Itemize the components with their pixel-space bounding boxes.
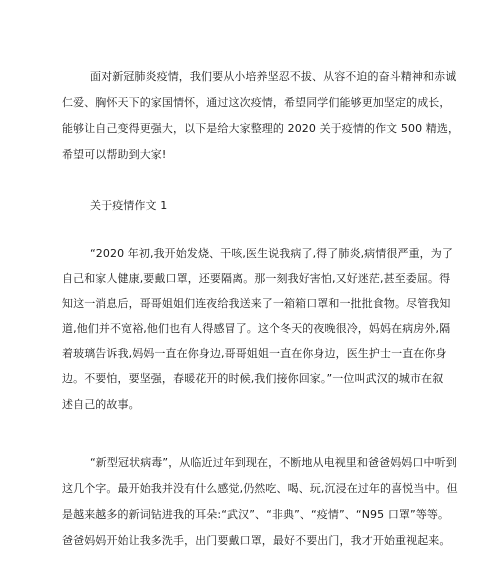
paragraph-1-line-1: “2020 年初,我开始发烧、干咳,医生说我病了,得了肺炎,病情很严重，为了 bbox=[90, 247, 453, 260]
paragraph-1-line-6: 边。不要怕，要坚强，春暖花开的时候,我们接你回家。”一位叫武汉的城市在叙 bbox=[62, 372, 444, 385]
intro-line-3: 能够让自己变得更强大，以下是给大家整理的 2020 关于疫情的作文 500 精选， bbox=[62, 122, 460, 135]
intro-line-1: 面对新冠肺炎疫情，我们要从小培养坚忍不拔、从容不迫的奋斗精神和赤诚 bbox=[90, 70, 457, 83]
paragraph-2-line-2: 这几个字。最开始我并没有什么感觉,仍然吃、喝、玩,沉浸在过年的喜悦当中。但 bbox=[62, 482, 458, 495]
paragraph-2-line-4: 爸爸妈妈开始让我多洗手，出门要戴口罩，最好不要出门，我才开始重视起来。 bbox=[62, 534, 451, 547]
essay-title: 关于疫情作文 1 bbox=[90, 199, 168, 212]
paragraph-1-line-4: 道,他们并不宽裕,他们也有人得感冒了。这个冬天的夜晚很冷，妈妈在病房外,隔 bbox=[62, 322, 451, 335]
intro-line-4: 希望可以帮助到大家! bbox=[62, 148, 167, 161]
paragraph-1-line-7: 述自己的故事。 bbox=[62, 398, 140, 411]
paragraph-1-line-2: 自己和家人健康,要戴口罩，还要隔离。那一刻我好害怕,又好迷茫,甚至委屈。得 bbox=[62, 272, 451, 285]
intro-line-2: 仁爱、胸怀天下的家国情怀，通过这次疫情，希望同学们能够更加坚定的成长， bbox=[62, 96, 451, 109]
paragraph-1-line-5: 着玻璃告诉我,妈妈一直在你身边,哥哥姐姐一直在你身边，医生护士一直在你身 bbox=[62, 347, 447, 360]
paragraph-2-line-3: 是越来越多的新词钻进我的耳朵:“武汉”、“非典”、“疫情”、“N95 口罩”等等。 bbox=[62, 508, 450, 521]
paragraph-1-line-3: 知这一消息后，哥哥姐姐们连夜给我送来了一箱箱口罩和一批批食物。尽管我知 bbox=[62, 297, 451, 310]
paragraph-2-line-1: “新型冠状病毒”，从临近过年到现在，不断地从电视里和爸爸妈妈口中听到 bbox=[90, 456, 457, 469]
